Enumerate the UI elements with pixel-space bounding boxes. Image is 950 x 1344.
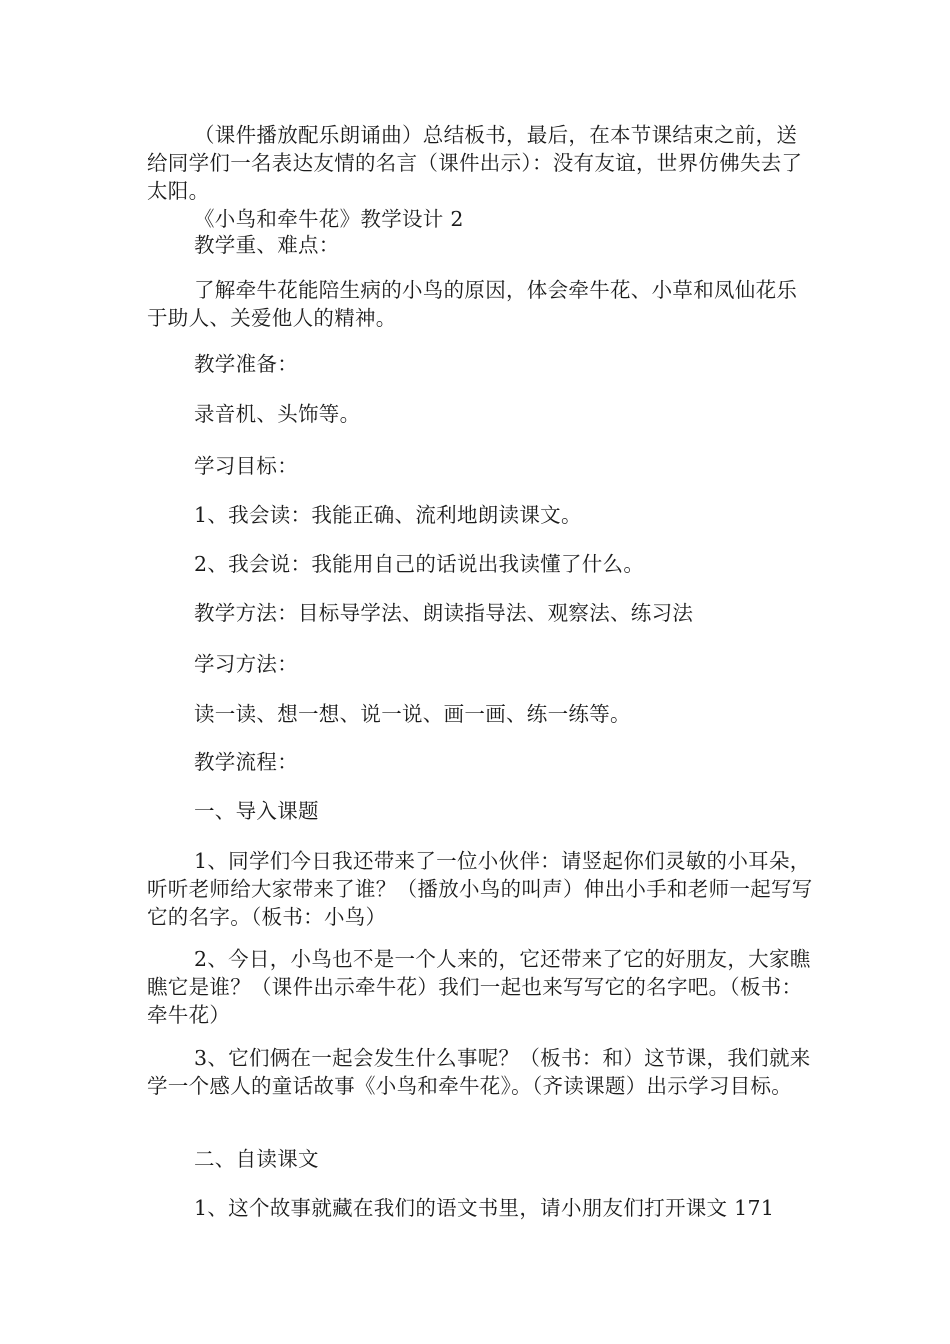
- section-heading-intro: 一、导入课题: [194, 799, 319, 823]
- process-step-2: 2、今日，小鸟也不是一个人来的，它还带来了它的好朋友，大家瞧瞧它是谁？（课件出示牵牛花）我们一起也来写写它的名字吧。（板书：牵牛花）: [147, 947, 811, 1027]
- lesson-title: 《小鸟和牵牛花》教学设计 2: [194, 207, 464, 231]
- self-reading-step-1: 1、这个故事就藏在我们的语文书里，请小朋友们打开课文 171: [194, 1196, 775, 1220]
- heading-key-difficult-points: 教学重、难点：: [194, 233, 340, 257]
- heading-learning-goals: 学习目标：: [194, 454, 298, 478]
- goal-item-2: 2、我会说：我能用自己的话说出我读懂了什么。: [194, 552, 645, 576]
- process-step-1: 1、同学们今日我还带来了一位小伙伴：请竖起你们灵敏的小耳朵，听听老师给大家带来了谁？（播放小鸟的叫声）伸出小手和老师一起写写它的名字。（板书：小鸟）: [147, 849, 813, 929]
- heading-preparation: 教学准备：: [194, 352, 298, 376]
- goal-item-1: 1、我会读：我能正确、流利地朗读课文。: [194, 503, 582, 527]
- paragraph-key-points: 了解牵牛花能陪生病的小鸟的原因，体会牵牛花、小草和凤仙花乐于助人、关爱他人的精神。: [147, 278, 798, 330]
- paragraph-teaching-methods: 教学方法：目标导学法、朗读指导法、观察法、练习法: [194, 601, 694, 625]
- paragraph-preparation: 录音机、头饰等。: [194, 402, 361, 426]
- process-step-3: 3、它们俩在一起会发生什么事呢？（板书：和）这节课，我们就来学一个感人的童话故事《小鸟和牵牛花》。（齐读课题）出示学习目标。: [147, 1046, 811, 1098]
- paragraph-learning-methods: 读一读、想一想、说一说、画一画、练一练等。: [194, 702, 631, 726]
- heading-learning-methods: 学习方法：: [194, 652, 298, 676]
- heading-teaching-process: 教学流程：: [194, 750, 298, 774]
- section-heading-self-reading: 二、自读课文: [194, 1147, 319, 1171]
- paragraph-intro-summary: （课件播放配乐朗诵曲）总结板书，最后，在本节课结束之前，送给同学们一名表达友情的名言（课件出示）：没有友谊，世界仿佛失去了太阳。: [147, 123, 803, 203]
